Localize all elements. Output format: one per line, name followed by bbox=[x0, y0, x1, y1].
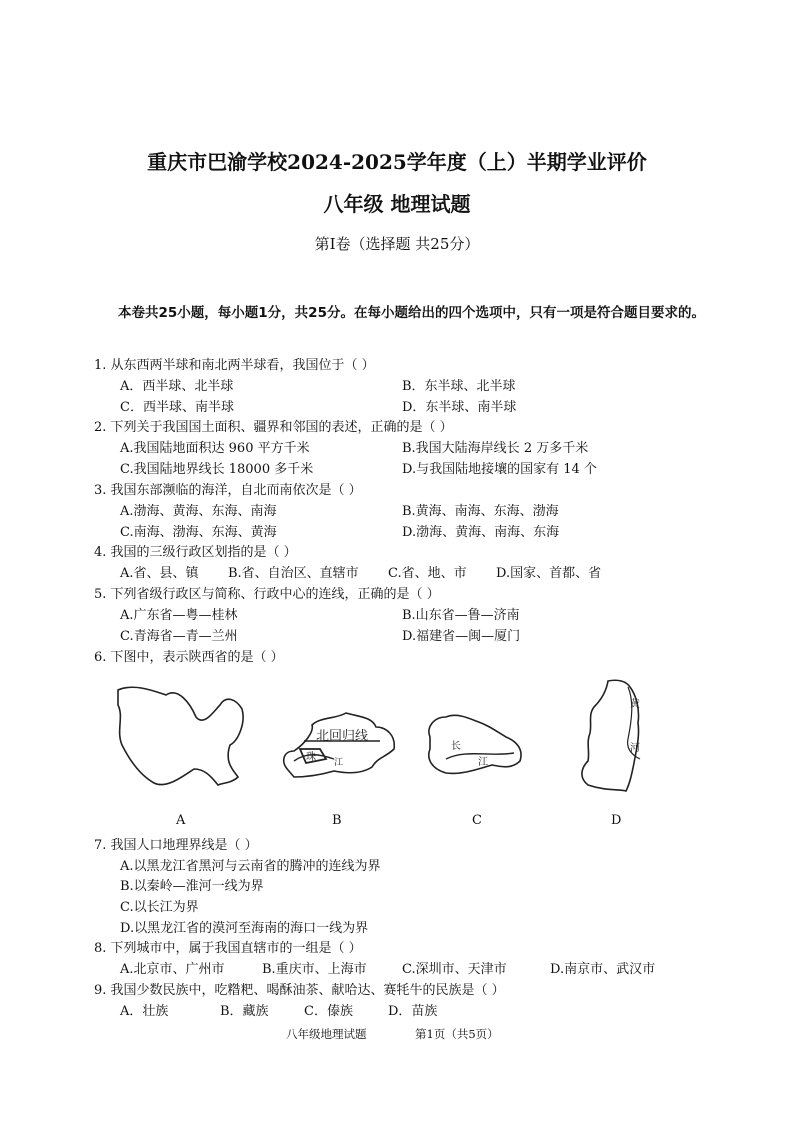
q5-option-c: C.青海省—青—兰州 bbox=[120, 629, 238, 644]
province-maps-figure bbox=[94, 665, 698, 807]
q9-option-a: A．壮族 bbox=[120, 1004, 169, 1019]
exam-subtitle: 八年级 地理试题 bbox=[323, 192, 471, 216]
map-label-b: B bbox=[332, 813, 342, 828]
q4-option-d: D.国家、首都、省 bbox=[496, 566, 602, 581]
q7-option-c: C.以长江为界 bbox=[120, 900, 199, 915]
q9-option-b: B．藏族 bbox=[220, 1004, 269, 1019]
q5-option-b: B.山东省—鲁—济南 bbox=[402, 608, 520, 623]
q3-option-d: D.渤海、黄海、南海、东海 bbox=[402, 525, 560, 540]
q4-option-a: A.省、县、镇 bbox=[120, 566, 199, 581]
q8-option-d: D.南京市、武汉市 bbox=[550, 962, 656, 977]
question-9-stem: 9. 我国少数民族中，吃糌粑、喝酥油茶、献哈达、赛牦牛的民族是（ ） bbox=[94, 983, 505, 998]
q4-option-b: B.省、自治区、直辖市 bbox=[228, 566, 359, 581]
map-a-outline bbox=[118, 687, 243, 785]
q1-option-c: C．西半球、南半球 bbox=[120, 400, 234, 415]
map-label-a: A bbox=[176, 813, 186, 828]
footer-title: 八年级地理试题 bbox=[286, 1027, 367, 1041]
question-1-stem: 1. 从东西两半球和南北两半球看，我国位于（ ） bbox=[94, 358, 375, 373]
map-c-outline bbox=[429, 715, 521, 773]
q1-option-d: D．东半球、南半球 bbox=[402, 400, 517, 415]
q7-option-d: D.以黑龙江省的漠河至海南的海口一线为界 bbox=[120, 921, 369, 936]
question-5-stem: 5. 下列省级行政区与简称、行政中心的连线，正确的是（ ） bbox=[94, 587, 440, 602]
q3-option-a: A.渤海、黄海、东海、南海 bbox=[120, 504, 277, 519]
q2-option-c: C.我国陆地界线长 18000 多千米 bbox=[120, 462, 314, 477]
q2-option-a: A.我国陆地面积达 960 平方千米 bbox=[120, 441, 310, 456]
q8-option-b: B.重庆市、上海市 bbox=[262, 962, 367, 977]
map-d-river-label-2: 河 bbox=[630, 743, 640, 754]
map-b-river-label-2: 江 bbox=[334, 758, 344, 768]
map-c-river-label-2: 江 bbox=[478, 757, 488, 768]
q5-option-d: D.福建省—闽—厦门 bbox=[402, 629, 521, 644]
section-heading: 第Ⅰ卷（选择题 共25分） bbox=[314, 235, 480, 253]
question-3-stem: 3. 我国东部濒临的海洋，自北而南依次是（ ） bbox=[94, 483, 362, 498]
exam-title: 重庆市巴渝学校2024-2025学年度（上）半期学业评价 bbox=[147, 150, 647, 174]
q9-option-c: C．傣族 bbox=[304, 1004, 353, 1019]
map-c-river-label-1: 长 bbox=[451, 741, 461, 752]
map-label-c: C bbox=[472, 813, 482, 828]
instructions: 本卷共25小题，每小题1分，共25分。在每小题给出的四个选项中，只有一项是符合题目要求的。 bbox=[118, 305, 705, 321]
q4-option-c: C.省、地、市 bbox=[388, 566, 467, 581]
q3-option-b: B.黄海、南海、东海、渤海 bbox=[402, 504, 559, 519]
q2-option-d: D.与我国陆地接壤的国家有 14 个 bbox=[402, 462, 597, 477]
q5-option-a: A.广东省—粤—桂林 bbox=[120, 608, 238, 623]
map-d-outline bbox=[582, 680, 639, 791]
map-label-d: D bbox=[611, 813, 622, 828]
q7-option-a: A.以黑龙江省黑河与云南省的腾冲的连线为界 bbox=[120, 859, 381, 874]
question-2-stem: 2. 下列关于我国国土面积、疆界和邻国的表述，正确的是（ ） bbox=[94, 420, 453, 435]
map-b-river-label-1: 珠 bbox=[306, 752, 316, 763]
q1-option-b: B．东半球、北半球 bbox=[402, 379, 516, 394]
q8-option-a: A.北京市、广州市 bbox=[120, 962, 225, 977]
question-4-stem: 4. 我国的三级行政区划指的是（ ） bbox=[94, 545, 297, 560]
q9-option-d: D．苗族 bbox=[388, 1004, 438, 1019]
q1-option-a: A．西半球、北半球 bbox=[120, 379, 234, 394]
question-7-stem: 7. 我国人口地理界线是（ ） bbox=[94, 838, 258, 853]
question-6-stem: 6. 下图中，表示陕西省的是（ ） bbox=[94, 650, 284, 665]
map-d-river-label-1: 黄 bbox=[630, 699, 640, 710]
map-b-tropic-label: 北回归线 bbox=[316, 729, 369, 744]
q8-option-c: C.深圳市、天津市 bbox=[402, 962, 507, 977]
q3-option-c: C.南海、渤海、东海、黄海 bbox=[120, 525, 277, 540]
q2-option-b: B.我国大陆海岸线长 2 万多千米 bbox=[402, 441, 589, 456]
q7-option-b: B.以秦岭—淮河一线为界 bbox=[120, 879, 264, 894]
question-8-stem: 8. 下列城市中，属于我国直辖市的一组是（ ） bbox=[94, 941, 362, 956]
footer-page-number: 第1页（共5页） bbox=[415, 1027, 499, 1041]
